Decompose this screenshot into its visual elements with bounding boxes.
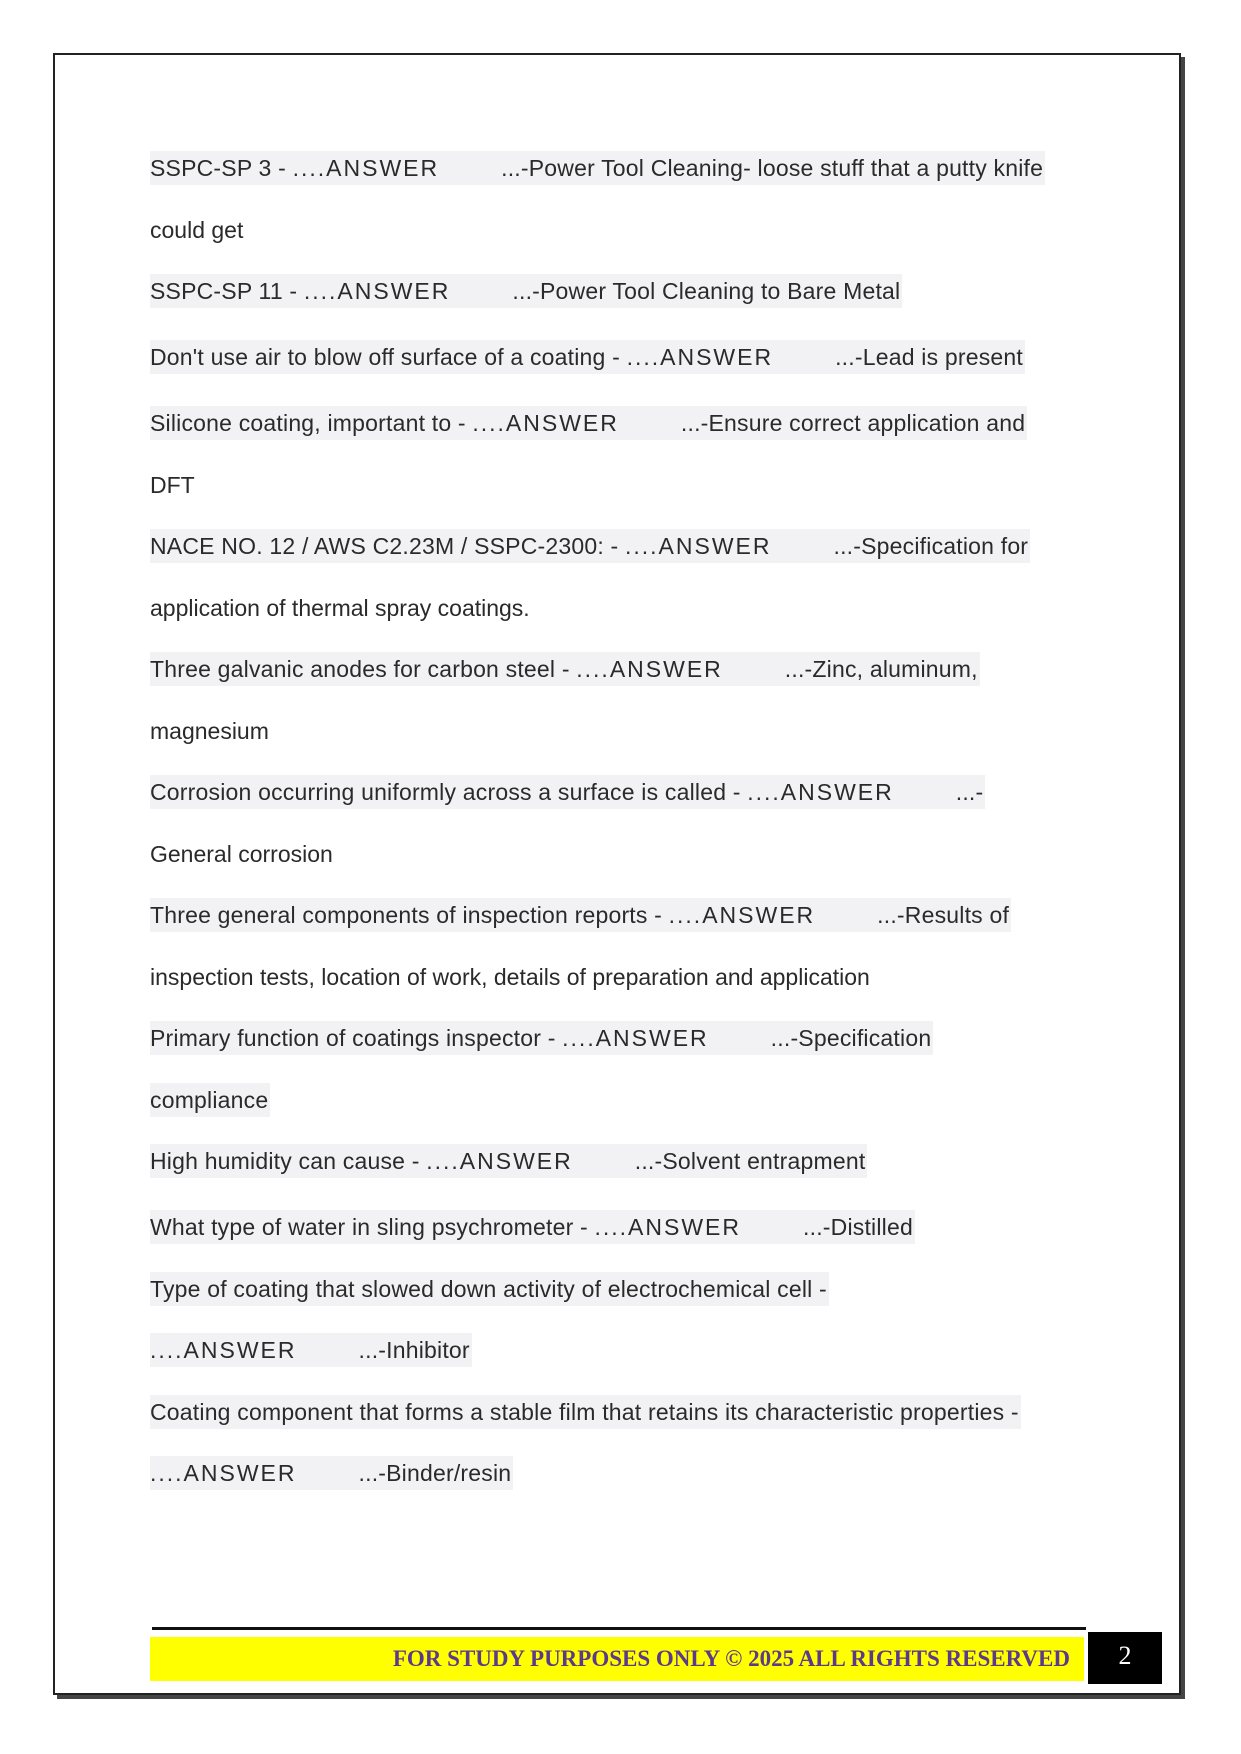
page-number: 2 <box>1088 1632 1162 1684</box>
answer-marker: ....ANSWER <box>668 902 816 928</box>
answer-marker: ....ANSWER <box>303 278 451 304</box>
qa-line <box>150 340 1025 374</box>
question-text: Type of coating that slowed down activity of electrochemical cell - <box>150 1276 827 1302</box>
answer-text: ...-Binder/resin <box>358 1460 512 1486</box>
question-text: Silicone coating, important to - <box>150 410 473 436</box>
answer-text: ...-Power Tool Cleaning to Bare Metal <box>512 278 901 304</box>
continuation-text: compliance <box>150 1083 270 1117</box>
qa-line <box>150 1395 1021 1429</box>
answer-text: ...-Lead is present <box>835 344 1023 370</box>
answer-marker: ....ANSWER <box>594 1214 742 1240</box>
question-text: What type of water in sling psychrometer - <box>150 1214 595 1240</box>
answer-marker: ....ANSWER <box>472 410 619 436</box>
question-text: NACE NO. 12 / AWS C2.23M / SSPC-2300: - <box>150 533 625 559</box>
qa-line <box>150 529 1030 563</box>
qa-line <box>150 775 985 809</box>
continuation-text: DFT <box>150 472 195 498</box>
continuation-text: could get <box>150 217 244 243</box>
answer-marker: ....ANSWER <box>576 656 723 682</box>
answer-text: ...-Specification <box>770 1025 932 1051</box>
answer-text: ...-Ensure correct application and <box>680 410 1026 436</box>
qa-line <box>150 1210 915 1244</box>
answer-marker: ....ANSWER <box>624 533 772 559</box>
answer-marker: ....ANSWER <box>150 1460 297 1486</box>
qa-line <box>150 1272 829 1306</box>
answer-marker: ....ANSWER <box>626 344 774 370</box>
answer-marker: ....ANSWER <box>426 1148 573 1174</box>
question-text: Don't use air to blow off surface of a coating - <box>150 344 627 370</box>
qa-line <box>150 898 1011 932</box>
footer-notice: FOR STUDY PURPOSES ONLY © 2025 ALL RIGHTS RESERVED <box>150 1637 1084 1681</box>
question-text: Coating component that forms a stable film that retains its characteristic properties - <box>150 1399 1019 1425</box>
answer-text: ...-Inhibitor <box>358 1337 470 1363</box>
answer-text: ...-Distilled <box>803 1214 913 1240</box>
question-text: SSPC-SP 3 - <box>150 155 293 181</box>
continuation-text: application of thermal spray coatings. <box>150 595 530 621</box>
answer-marker: ....ANSWER <box>747 779 894 805</box>
question-text: Corrosion occurring uniformly across a surface is called - <box>150 779 748 805</box>
qa-line <box>150 274 902 308</box>
question-text: Primary function of coatings inspector - <box>150 1025 563 1051</box>
question-text: High humidity can cause - <box>150 1148 427 1174</box>
continuation-text: magnesium <box>150 718 269 744</box>
qa-line <box>150 1144 867 1178</box>
answer-text: ...-Zinc, aluminum, <box>784 656 978 682</box>
qa-line <box>150 1021 933 1055</box>
qa-line <box>150 406 1027 440</box>
qa-line <box>150 1333 472 1367</box>
answer-marker: ....ANSWER <box>292 155 440 181</box>
answer-text: ...-Specification for <box>833 533 1029 559</box>
question-text: Three galvanic anodes for carbon steel - <box>150 656 577 682</box>
answer-marker: ....ANSWER <box>150 1337 297 1363</box>
answer-marker: ....ANSWER <box>562 1025 709 1051</box>
answer-text: ...-Results of <box>877 902 1010 928</box>
answer-text: ...- <box>955 779 984 805</box>
question-text: Three general components of inspection reports - <box>150 902 669 928</box>
qa-line <box>150 1456 513 1490</box>
question-text: SSPC-SP 11 - <box>150 278 304 304</box>
qa-line <box>150 652 980 686</box>
answer-text: ...-Solvent entrapment <box>634 1148 866 1174</box>
answer-text: ...-Power Tool Cleaning- loose stuff that a putty knife <box>501 155 1044 181</box>
qa-line <box>150 151 1045 185</box>
continuation-text: inspection tests, location of work, details of preparation and application <box>150 964 870 990</box>
footer-rule <box>152 1627 1086 1630</box>
continuation-text: General corrosion <box>150 841 333 867</box>
